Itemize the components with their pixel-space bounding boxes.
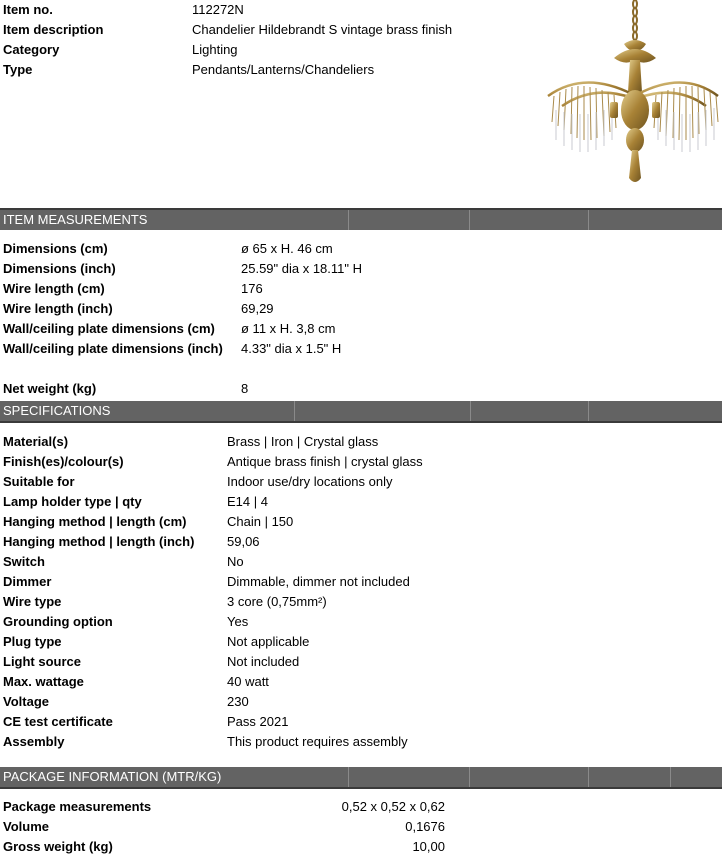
category-value: Lighting <box>192 42 238 57</box>
type-value: Pendants/Lanterns/Chandeliers <box>192 62 375 77</box>
header-cell <box>469 210 530 230</box>
spec-value: 40 watt <box>227 674 269 689</box>
header-cell <box>588 767 649 787</box>
spec-label: Hanging method | length (cm) <box>3 514 187 529</box>
spec-label: Finish(es)/colour(s) <box>3 454 124 469</box>
package-section-header <box>0 767 722 787</box>
spec-value: E14 | 4 <box>227 494 268 509</box>
package-row <box>0 837 722 857</box>
spec-label: Suitable for <box>3 474 75 489</box>
specifications-section-title: SPECIFICATIONS <box>3 403 111 418</box>
specifications-section-header <box>0 401 722 421</box>
package-value: 0,1676 <box>405 819 445 834</box>
package-label: Volume <box>3 819 49 834</box>
measurement-label: Dimensions (inch) <box>3 261 116 276</box>
measurements-section-header <box>0 210 722 230</box>
measurement-value: 25.59" dia x 18.11" H <box>241 261 363 276</box>
measurement-label: Wall/ceiling plate dimensions (inch) <box>3 341 223 356</box>
measurement-value: 4.33" dia x 1.5" H <box>241 341 342 356</box>
measurement-label: Wall/ceiling plate dimensions (cm) <box>3 321 215 336</box>
header-cell <box>470 401 531 421</box>
spec-label: Max. wattage <box>3 674 84 689</box>
chandelier-product-image <box>544 0 720 192</box>
measurement-value: ø 65 x H. 46 cm <box>241 241 333 256</box>
measurements-section-title: ITEM MEASUREMENTS <box>3 212 148 227</box>
package-value: 10,00 <box>412 839 445 854</box>
package-value: 0,52 x 0,52 x 0,62 <box>341 799 445 814</box>
divider <box>0 421 722 423</box>
spec-value: Pass 2021 <box>227 714 289 729</box>
spec-label: Dimmer <box>3 574 52 589</box>
spec-value: Indoor use/dry locations only <box>227 474 393 489</box>
measurement-label: Wire length (inch) <box>3 301 113 316</box>
spec-label: Assembly <box>3 734 65 749</box>
spec-label: Lamp holder type | qty <box>3 494 142 509</box>
package-label: Gross weight (kg) <box>3 839 113 854</box>
item-description-label: Item description <box>3 22 104 37</box>
spec-label: CE test certificate <box>3 714 113 729</box>
spec-label: Wire type <box>3 594 62 609</box>
spec-value: Chain | 150 <box>227 514 294 529</box>
spec-label: Grounding option <box>3 614 113 629</box>
net-weight-label: Net weight (kg) <box>3 381 97 396</box>
spec-value: Not included <box>227 654 300 669</box>
header-cell <box>588 401 649 421</box>
spec-label: Hanging method | length (inch) <box>3 534 195 549</box>
spec-value: Brass | Iron | Crystal glass <box>227 434 379 449</box>
package-row <box>0 797 722 817</box>
measurement-value: ø 11 x H. 3,8 cm <box>241 321 336 336</box>
net-weight-value: 8 <box>241 381 249 396</box>
spec-label: Material(s) <box>3 434 69 449</box>
spec-label: Switch <box>3 554 45 569</box>
package-section-title: PACKAGE INFORMATION (MTR/KG) <box>3 769 222 784</box>
spec-value: Dimmable, dimmer not included <box>227 574 410 589</box>
divider <box>0 787 722 789</box>
measurement-value: 176 <box>241 281 263 296</box>
spec-value: Yes <box>227 614 249 629</box>
item-number-value: 112272N <box>192 2 244 17</box>
spec-value: Antique brass finish | crystal glass <box>227 454 423 469</box>
spec-label: Plug type <box>3 634 62 649</box>
measurement-value: 69,29 <box>241 301 274 316</box>
spec-value: 59,06 <box>227 534 260 549</box>
header-cell <box>348 210 409 230</box>
measurement-label: Wire length (cm) <box>3 281 105 296</box>
item-description-value: Chandelier Hildebrandt S vintage brass finish <box>192 22 453 37</box>
spec-label: Light source <box>3 654 82 669</box>
package-row <box>0 817 722 837</box>
header-cell <box>469 767 530 787</box>
measurement-label: Dimensions (cm) <box>3 241 108 256</box>
type-label: Type <box>3 62 33 77</box>
spec-value: 230 <box>227 694 249 709</box>
header-cell <box>670 767 722 787</box>
header-cell <box>588 210 649 230</box>
item-number-label: Item no. <box>3 2 53 17</box>
header-cell <box>294 401 355 421</box>
spec-value: This product requires assembly <box>227 734 408 749</box>
spec-value: No <box>227 554 244 569</box>
spec-value: 3 core (0,75mm²) <box>227 594 327 609</box>
spec-value: Not applicable <box>227 634 310 649</box>
package-label: Package measurements <box>3 799 152 814</box>
header-cell <box>348 767 409 787</box>
category-label: Category <box>3 42 60 57</box>
spec-label: Voltage <box>3 694 49 709</box>
